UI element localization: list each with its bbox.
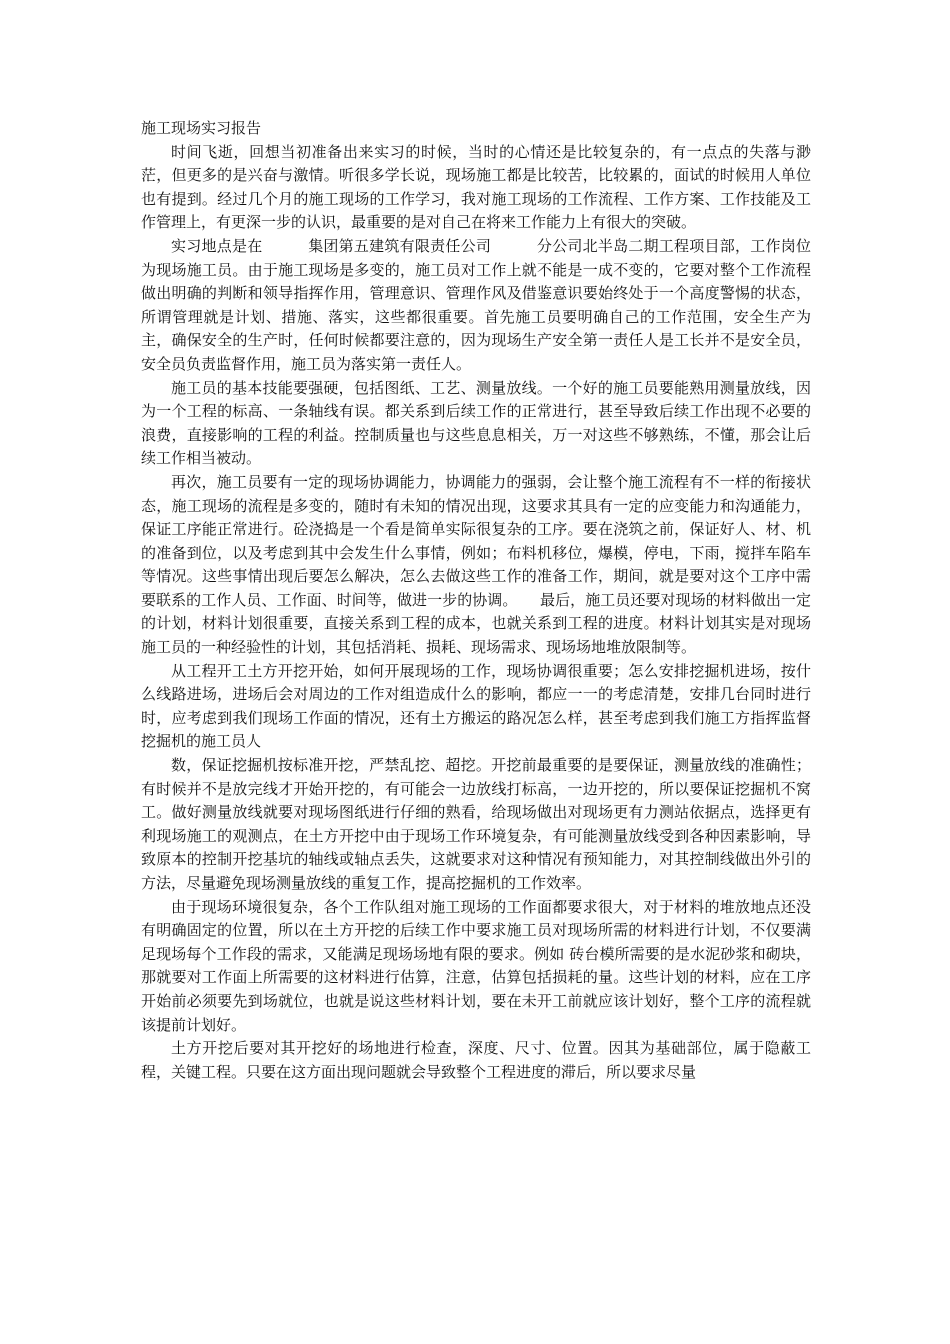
paragraph-location: 实习地点是在 集团第五建筑有限责任公司 分公司北半岛二期工程项目部，工作岗位为现场施工员。由于施工现场是多变的，施工员对工作上就不能是一成不变的，它要对整个工作流程做出明确的判断和领导指挥作用，管理意识、管理作风及借鉴意识要始终处于一个高度警惕的状态，所谓管理就是计划、措施、落实，这些都很重要。首先施工员要明确自己的工作范围，安全生产为主，确保安全的生产时，任何时候都要注意的，因为现场生产安全第一责任人是工长并不是安全员，安全员负责监督作用，施工员为落实第一责任人。 [141, 236, 811, 373]
report-title: 施工现场实习报告 [141, 119, 262, 137]
report-body [141, 117, 811, 1084]
paragraph-excavation-start: 从工程开工土方开挖开始，如何开展现场的工作，现场协调很重要；怎么安排挖掘机进场，按什么线路进场，进场后会对周边的工作对组造成什么的影响，都应一一的考虑清楚，安排几台同时进行时，应考虑到我们现场工作面的情况，还有土方搬运的路况怎么样，甚至考虑到我们施工方指挥监督挖掘机的施工员人 [141, 661, 811, 751]
paragraph-inspection: 土方开挖后要对其开挖好的场地进行检查，深度、尺寸、位置。因其为基础部位，属于隐蔽工程，关键工程。只要在这方面出现问题就会导致整个工程进度的滞后，所以要求尽量 [141, 1039, 811, 1081]
paragraph-intro: 时间飞逝，回想当初准备出来实习的时候，当时的心情还是比较复杂的，有一点点的失落与渺茫，但更多的是兴奋与激情。听很多学长说，现场施工都是比较苦，比较累的，面试的时候用人单位也有提到。经过几个月的施工现场的工作学习，我对施工现场的工作流程、工作方案、工作技能及工作管理上，有更深一步的认识，最重要的是对自己在将来工作能力上有很大的突破。 [141, 142, 811, 232]
paragraph-excavation-survey: 数，保证挖掘机按标准开挖，严禁乱挖、超挖。开挖前最重要的是要保证，测量放线的准确性；有时候并不是放完线才开始开挖的，有可能会一边放线打标高，一边开挖的，所以要保证挖掘机不窝工。做好测量放线就要对现场图纸进行仔细的熟看，给现场做出对现场更有力测站依据点，选择更有利现场施工的观测点，在土方开挖中由于现场工作环境复杂，有可能测量放线受到各种因素影响，导致原本的控制开挖基坑的轴线或轴点丢失，这就要求对这种情况有预知能力，对其控制线做出外引的方法，尽量避免现场测量放线的重复工作，提高挖掘机的工作效率。 [141, 756, 811, 892]
paragraph-coordination: 再次，施工员要有一定的现场协调能力，协调能力的强弱，会让整个施工流程有不一样的衔接状态，施工现场的流程是多变的，随时有未知的情况出现，这要求其具有一定的应变能力和沟通能力，保证工序能正常进行。砼浇捣是一个看是简单实际很复杂的工序。要在浇筑之前，保证好人、材、机的准备到位，以及考虑到其中会发生什么事情，例如；布料机移位，爆模，停电，下雨，搅拌车陷车等情况。这些事情出现后要怎么解决，怎么去做这些工作的准备工作，期间，就是要对这个工序中需要联系的工作人员、工作面、时间等，做进一步的协调。 最后，施工员还要对现场的材料做出一定的计划，材料计划很重要，直接关系到工程的成本，也就关系到工程的进度。材料计划其实是对现场施工员的一种经验性的计划，其包括消耗、损耗、现场需求、现场场地堆放限制等。 [141, 472, 811, 657]
paragraph-basic-skills: 施工员的基本技能要强硬，包括图纸、工艺、测量放线。一个好的施工员要能熟用测量放线，因为一个工程的标高、一条轴线有误。都关系到后续工作的正常进行，甚至导致后续工作出现不必要的浪费，直接影响的工程的利益。控制质量也与这些息息相关，万一对这些不够熟练，不懂，那会让后续工作相当被动。 [141, 378, 811, 468]
paragraph-material-planning: 由于现场环境很复杂，各个工作队组对施工现场的工作面都要求很大，对于材料的堆放地点还没有明确固定的位置，所以在土方开挖的后续工作中要求施工员对现场所需的材料进行计划，不仅要满足现场每个工作段的需求，又能满足现场场地有限的要求。例如 砖台模所需要的是水泥砂浆和砌块，那就要对工作面上所需要的这材料进行估算，注意，估算包括损耗的量。这些计划的材料，应在工序开始前必须要先到场就位，也就是说这些材料计划，要在未开工前就应该计划好，整个工序的流程就该提前计划好。 [141, 897, 811, 1034]
